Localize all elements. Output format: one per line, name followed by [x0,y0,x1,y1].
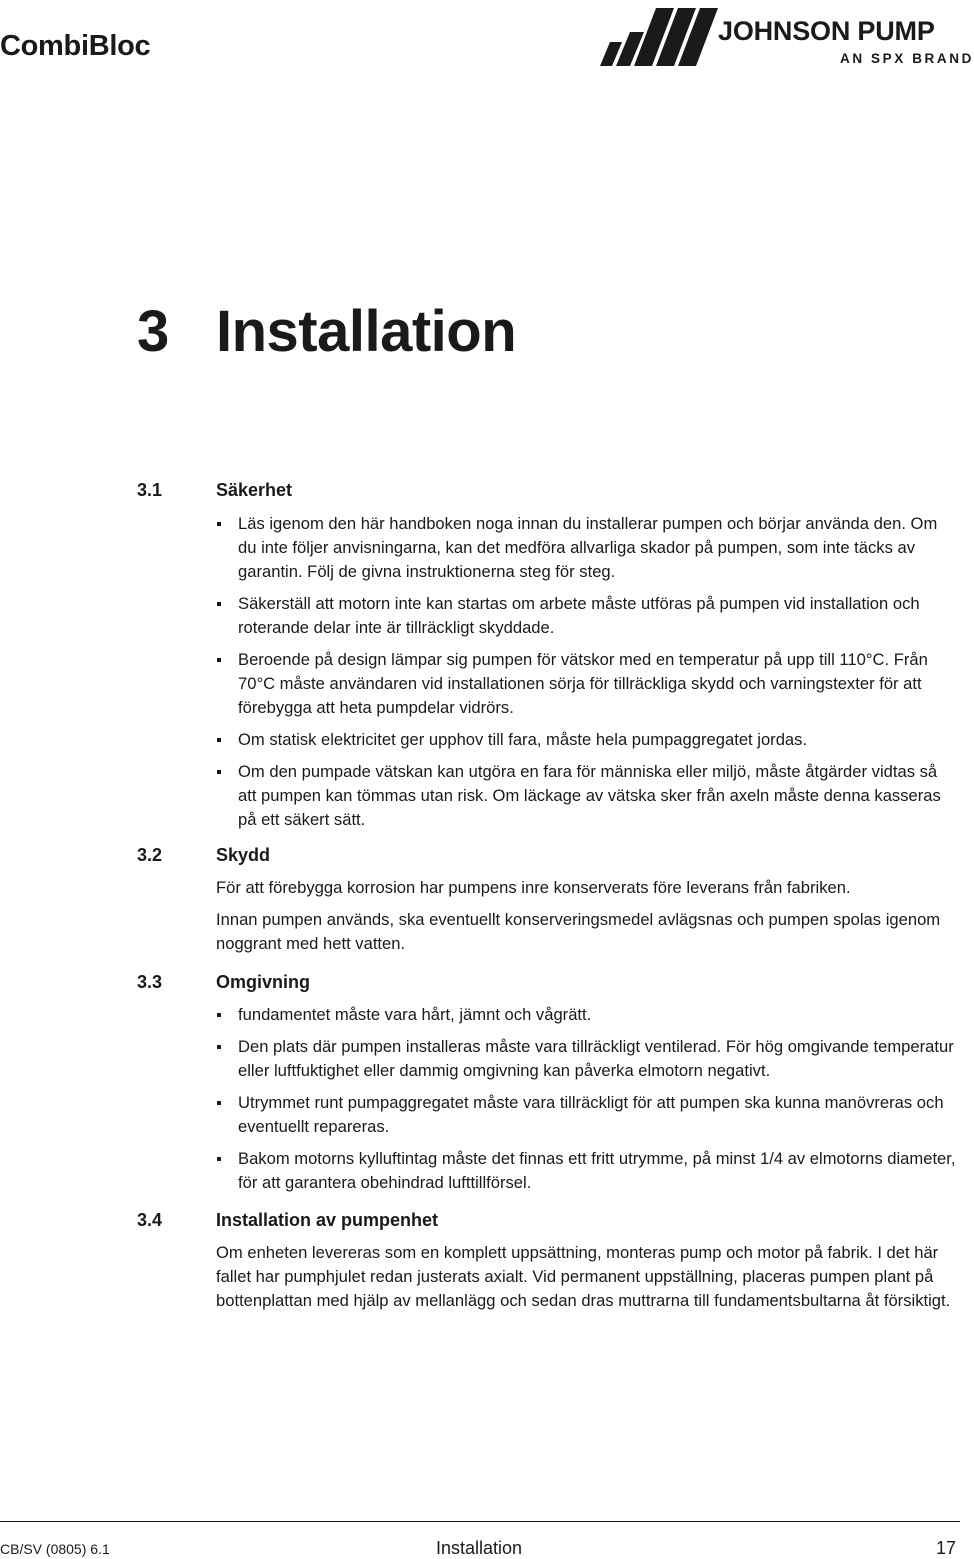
chapter-heading [137,298,516,365]
list-item: Den plats där pumpen installeras måste vara tillräckligt ventilerad. För hög omgivande temperatur eller luftfuktighet eller dammig omgivning kan påverka elmotorn negativt. [216,1035,958,1083]
list-item: Bakom motorns kylluftintag måste det finnas ett fritt utrymme, på minst 1/4 av elmotorns diameter, för att garantera obehindrad lufttillförsel. [216,1147,958,1195]
section-number: 3.1 [137,480,163,500]
bullet-icon [217,1045,221,1049]
johnson-pump-logo [600,4,974,66]
footer-doc-code: CB/SV (0805) 6.1 [0,1541,110,1557]
section-number: 3.4 [137,1210,163,1230]
list-item: Om statisk elektricitet ger upphov till fara, måste hela pumpaggregatet jordas. [216,728,958,752]
section-installation-av-pumpenhet-body [216,1241,958,1321]
bullet-icon [217,522,221,526]
section-title: Installation av pumpenhet [216,1210,439,1230]
document-title: CombiBloc [0,30,151,62]
section-sakerhet-body [216,512,958,840]
section-omgivning-body [216,1003,958,1203]
section-title: Säkerhet [216,480,293,500]
brand-stripes-icon [600,4,722,66]
paragraph: Om enheten levereras som en komplett uppsättning, monteras pump och motor på fabrik. I det här fallet har pumphjulet redan justerats axialt. Vid permanent uppställning, placeras pumpen plant på bottenplattan med hjälp av mellanlägg och sedan dras muttrarna till fundamentsbultarna åt försiktigt. [216,1243,951,1310]
section-number: 3.3 [137,972,163,992]
paragraph: För att förebygga korrosion har pumpens inre konserverats före leverans från fabriken. [216,878,851,897]
list-item: Säkerställ att motorn inte kan startas om arbete måste utföras på pumpen vid installation och roterande delar inte är tillräckligt skyddade. [216,592,958,640]
bullet-icon [217,602,221,606]
bullet-icon [217,658,221,662]
footer-divider [0,1521,960,1522]
section-number: 3.2 [137,845,163,865]
brand-subtitle: AN SPX BRAND [840,51,974,66]
list-item: Läs igenom den här handboken noga innan du installerar pumpen och börjar använda den. Om du inte följer anvisningarna, kan det medföra allvarliga skador på pumpen, som inte täcks av garantin. Följ de givna instruktionerna steg för steg. [216,512,958,584]
chapter-number: 3 [137,299,169,364]
list-item: Om den pumpade vätskan kan utgöra en fara för människa eller miljö, måste åtgärder vidtas så att pumpen kan tömmas utan risk. Om läckage av vätska sker från axeln måste denna kasseras på ett säkert sätt. [216,760,958,832]
bullet-icon [217,1013,221,1017]
bullet-icon [217,738,221,742]
footer-section-name: Installation [436,1538,523,1558]
page-number: 17 [935,1538,956,1558]
section-title: Skydd [216,845,271,865]
list-item: fundamentet måste vara hårt, jämnt och vågrätt. [216,1003,958,1027]
bullet-icon [217,1157,221,1161]
section-skydd-body [216,876,958,964]
bullet-list [216,1003,958,1195]
section-title: Omgivning [216,972,310,992]
bullet-list [216,512,958,832]
brand-name: JOHNSON PUMP [718,16,935,46]
paragraph: Innan pumpen används, ska eventuellt konserveringsmedel avlägsnas och pumpen spolas igenom noggrant med hett vatten. [216,910,941,953]
bullet-icon [217,770,221,774]
list-item: Beroende på design lämpar sig pumpen för vätskor med en temperatur på upp till 110°C. Från 70°C måste användaren vid installationen sörja för tillräckliga skydd och varningstexter för att förebygga att heta pumpdelar vidrörs. [216,648,958,720]
bullet-icon [217,1101,221,1105]
chapter-title: Installation [216,299,517,364]
list-item: Utrymmet runt pumpaggregatet måste vara tillräckligt för att pumpen ska kunna manövreras och eventuellt repareras. [216,1091,958,1139]
